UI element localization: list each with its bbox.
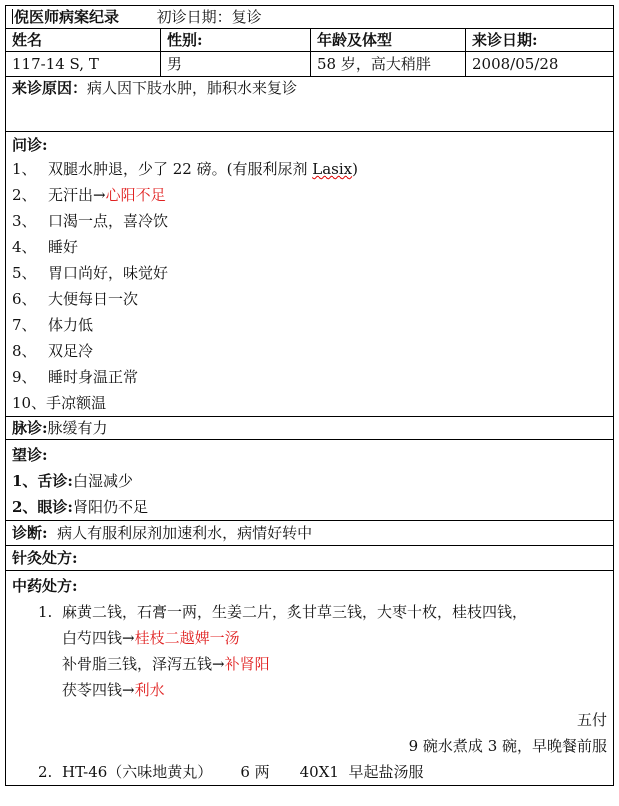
inquiry-item: 1、 双腿水肿退，少了 22 磅。(有服利尿剂 Lasix): [12, 160, 358, 178]
date-header: 来诊日期:: [466, 29, 614, 52]
observation-label: 望诊:: [12, 446, 48, 464]
inquiry-label: 问诊:: [12, 136, 48, 154]
name-header: 姓名: [6, 29, 161, 52]
diagnosis-label: 诊断:: [12, 524, 48, 542]
inquiry-item: 7、 体力低: [12, 316, 94, 334]
tongue-row: 1、舌诊:白湿减少: [12, 472, 133, 490]
record-title: 倪医师病案纪录: [14, 8, 120, 26]
inquiry-item: 10、手凉额温: [12, 394, 107, 412]
age-header: 年龄及体型: [311, 29, 466, 52]
sex-header: 性别:: [161, 29, 311, 52]
visit-date: 2008/05/28: [466, 52, 614, 77]
inquiry-item: 5、 胃口尚好，味觉好: [12, 264, 169, 282]
diagnosis-text: 病人有服利尿剂加速利水，病情好转中: [57, 524, 313, 542]
visit-type-label: 初诊日期：复诊: [156, 8, 262, 26]
cooking-instructions: 9 碗水煮成 3 碗，早晚餐前服: [408, 737, 608, 755]
herbal-section: [6, 571, 614, 786]
patient-age-build: 58 岁，高大稍胖: [311, 52, 466, 77]
acupuncture-section: [6, 546, 614, 571]
herbal-label: 中药处方:: [12, 577, 78, 595]
pulse-section: [6, 417, 614, 440]
inquiry-item: 4、 睡好: [12, 238, 79, 256]
eye-row: 2、眼诊:肾阳仍不足: [12, 498, 148, 516]
prescription-2: 2. HT-46（六味地黄丸） 6 两 40X1 早起盐汤服: [38, 763, 424, 781]
formula-name: 桂枝二越婢一汤: [134, 629, 240, 647]
patient-name: 117-14 S, T: [6, 52, 161, 77]
inquiry-item: 2、 无汗出→心阳不足: [12, 186, 166, 204]
inquiry-item: 9、 睡时身温正常: [12, 368, 139, 386]
reason-text: 病人因下肢水肿，肺积水来复诊: [87, 79, 298, 97]
dose-count: 五付: [577, 711, 608, 729]
inquiry-section: [6, 132, 614, 417]
medical-record-table: [5, 5, 614, 786]
rx1-line1: 麻黄二钱，石膏一两，生姜二片，炙甘草三钱，大枣十枚，桂枝四钱，: [62, 603, 528, 621]
inquiry-item: 3、 口渴一点，喜冷饮: [12, 212, 169, 230]
pulse-text: 脉缓有力: [47, 419, 108, 437]
pulse-label: 脉诊:: [12, 419, 48, 437]
reason-section: [6, 77, 614, 132]
title-row: [6, 6, 614, 29]
inquiry-item: 6、 大便每日一次: [12, 290, 139, 308]
prescription-1: 1. 麻黄二钱，石膏一两，生姜二片，炙甘草三钱，大枣十枚，桂枝四钱， 白芍四钱→桂枝二越婢一汤 补骨脂三钱，泽泻五钱→补肾阳 茯苓四钱→利水: [38, 603, 528, 699]
text-cursor: [12, 9, 13, 24]
diagnosis-section: [6, 521, 614, 546]
acupuncture-label: 针灸处方:: [12, 549, 78, 567]
observation-section: [6, 440, 614, 521]
reason-label: 来诊原因：: [12, 79, 88, 97]
inquiry-item: 8、 双足冷: [12, 342, 94, 360]
medical-record-sheet: [5, 5, 613, 802]
patient-sex: 男: [161, 52, 311, 77]
